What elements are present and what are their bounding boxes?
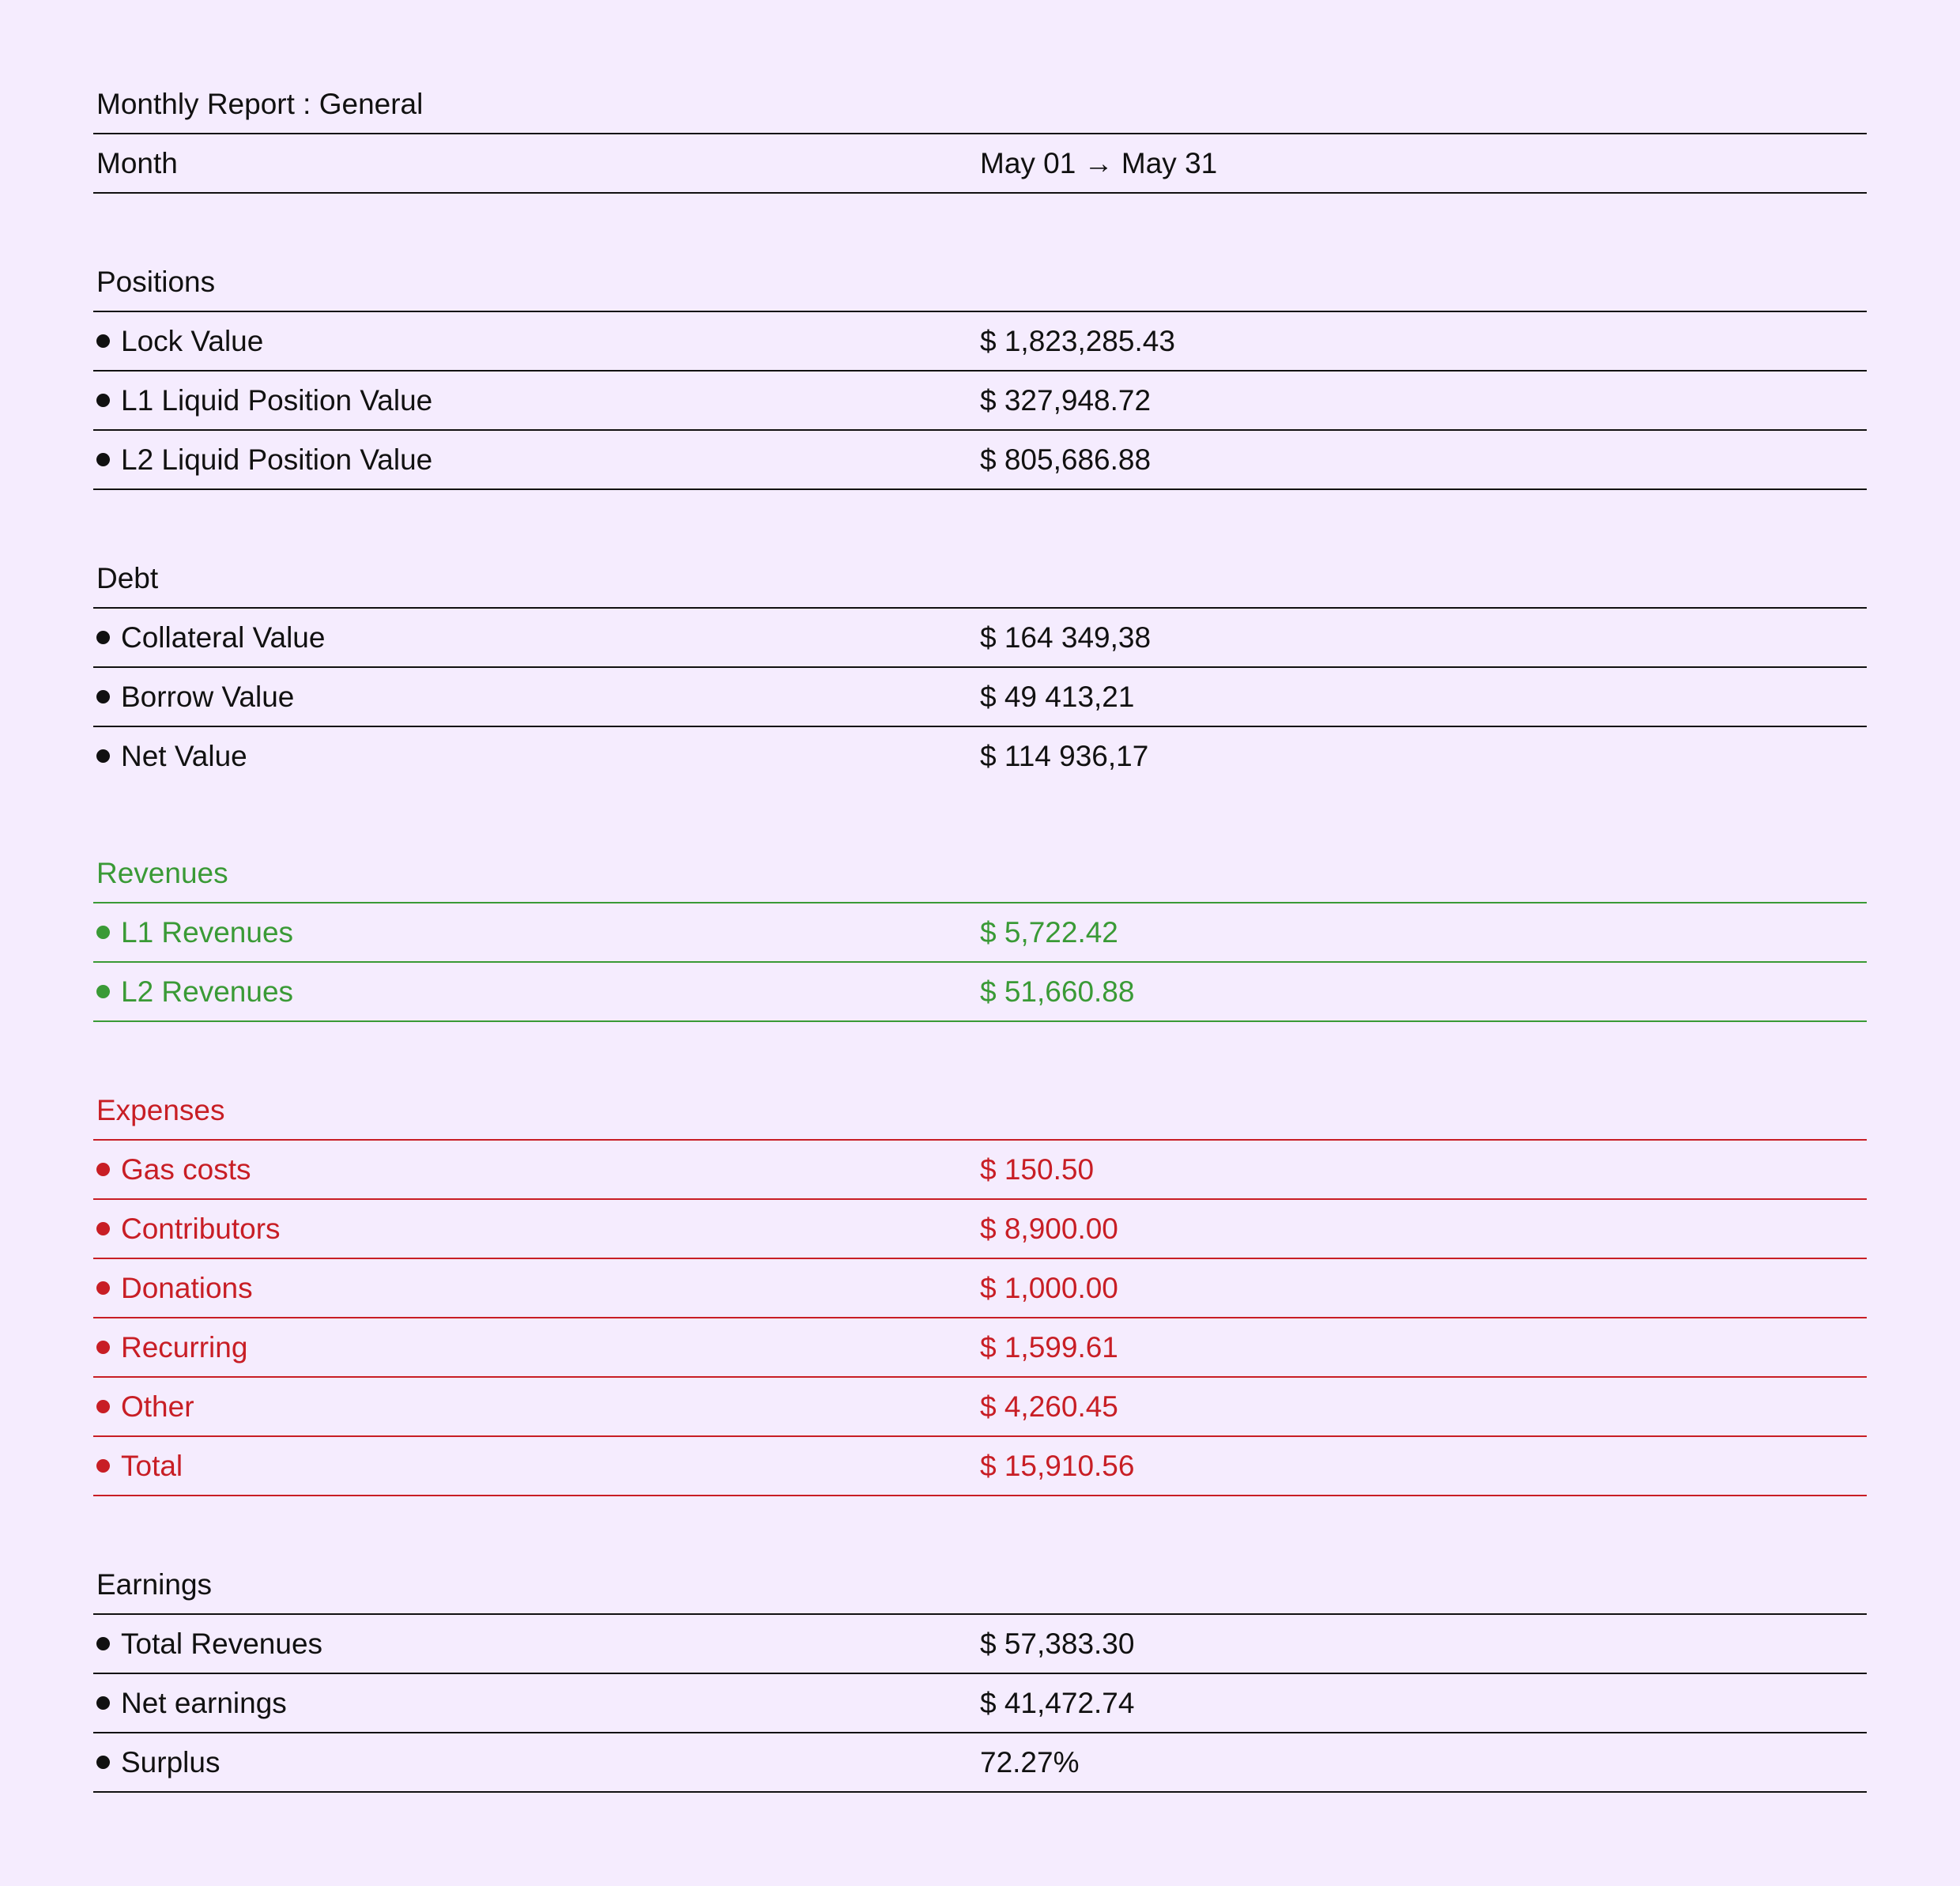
bullet-icon: [96, 690, 110, 703]
bullet-icon: [96, 631, 110, 644]
table-row: [93, 1615, 1867, 1674]
bullet-icon: [96, 1400, 110, 1413]
row-value: $ 5,722.42: [980, 916, 1118, 949]
table-row: [93, 609, 1867, 668]
expenses-title: Expenses: [93, 1081, 1867, 1141]
table-row: [93, 727, 1867, 785]
expenses-section: [93, 1081, 1867, 1496]
row-label: Net Value: [121, 740, 247, 772]
row-value: $ 164 349,38: [980, 621, 1152, 654]
table-row: [93, 963, 1867, 1022]
bullet-icon: [96, 1696, 110, 1710]
table-row: [93, 312, 1867, 372]
debt-section: [93, 549, 1867, 785]
monthly-report: [93, 75, 1867, 1793]
table-row: [93, 903, 1867, 963]
bullet-icon: [96, 749, 110, 763]
table-row: [93, 372, 1867, 431]
row-value: $ 1,599.61: [980, 1331, 1118, 1364]
table-row: [93, 668, 1867, 727]
row-label: Collateral Value: [121, 621, 326, 654]
row-label: Lock Value: [121, 325, 264, 357]
row-value: $ 327,948.72: [980, 384, 1152, 417]
row-label: Surplus: [121, 1746, 220, 1778]
positions-title: Positions: [93, 253, 1867, 312]
bullet-icon: [96, 334, 110, 348]
row-label: L1 Liquid Position Value: [121, 384, 433, 417]
bullet-icon: [96, 1459, 110, 1473]
row-value: $ 8,900.00: [980, 1213, 1118, 1245]
row-value: $ 1,000.00: [980, 1272, 1118, 1304]
table-row: [93, 1200, 1867, 1259]
row-label: Other: [121, 1390, 194, 1423]
row-label: Total Revenues: [121, 1628, 323, 1660]
earnings-section: [93, 1556, 1867, 1793]
row-value: $ 4,260.45: [980, 1390, 1118, 1423]
row-label: Total: [121, 1450, 183, 1482]
table-row: [93, 1733, 1867, 1793]
table-row: [93, 1378, 1867, 1437]
bullet-icon: [96, 453, 110, 466]
table-row: [93, 1674, 1867, 1733]
report-title: Monthly Report : General: [93, 75, 1867, 134]
bullet-icon: [96, 1163, 110, 1176]
row-label: Net earnings: [121, 1687, 287, 1719]
row-value: $ 57,383.30: [980, 1628, 1135, 1660]
bullet-icon: [96, 1281, 110, 1295]
row-value: $ 49 413,21: [980, 681, 1135, 713]
row-value: $ 15,910.56: [980, 1450, 1135, 1482]
row-label: Gas costs: [121, 1153, 251, 1186]
revenues-section: [93, 844, 1867, 1022]
row-value: $ 1,823,285.43: [980, 325, 1175, 357]
row-label: Borrow Value: [121, 681, 295, 713]
debt-title: Debt: [93, 549, 1867, 609]
month-range: May 01 → May 31: [980, 147, 1218, 179]
row-label: Recurring: [121, 1331, 248, 1364]
revenues-title: Revenues: [93, 844, 1867, 903]
row-label: Contributors: [121, 1213, 281, 1245]
table-row: [93, 1141, 1867, 1200]
row-value: $ 41,472.74: [980, 1687, 1135, 1719]
row-value: 72.27%: [980, 1746, 1080, 1778]
bullet-icon: [96, 926, 110, 939]
row-value: $ 114 936,17: [980, 740, 1149, 772]
row-value: $ 150.50: [980, 1153, 1095, 1186]
earnings-title: Earnings: [93, 1556, 1867, 1615]
month-label: Month: [96, 147, 178, 179]
table-row: [93, 1259, 1867, 1318]
bullet-icon: [96, 1756, 110, 1769]
bullet-icon: [96, 1222, 110, 1235]
row-value: $ 805,686.88: [980, 443, 1152, 476]
bullet-icon: [96, 394, 110, 407]
row-label: L2 Liquid Position Value: [121, 443, 433, 476]
row-value: $ 51,660.88: [980, 975, 1135, 1008]
positions-section: [93, 253, 1867, 490]
month-row: [93, 134, 1867, 194]
row-label: L2 Revenues: [121, 975, 294, 1008]
bullet-icon: [96, 985, 110, 998]
bullet-icon: [96, 1341, 110, 1354]
table-row: [93, 1437, 1867, 1496]
row-label: L1 Revenues: [121, 916, 294, 949]
table-row: [93, 1318, 1867, 1378]
row-label: Donations: [121, 1272, 253, 1304]
bullet-icon: [96, 1637, 110, 1650]
table-row: [93, 431, 1867, 490]
